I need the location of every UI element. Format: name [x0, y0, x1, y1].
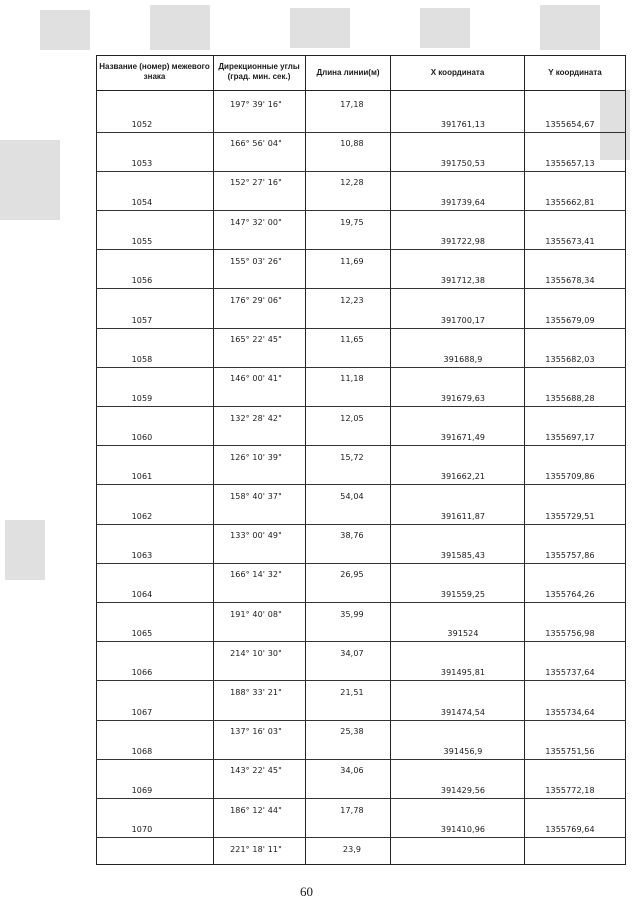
segment-angle: 165° 22' 45": [230, 335, 282, 345]
segment-length: 21,51: [340, 688, 364, 697]
point-number: 1054: [131, 198, 153, 207]
segment-length: 25,38: [340, 727, 364, 737]
x-coordinate: 391712,38: [440, 276, 486, 286]
x-coordinate: 391679,63: [440, 394, 486, 403]
header-length: Длина линии(м): [316, 68, 380, 77]
row-divider: [96, 798, 626, 799]
segment-angle: 188° 33' 21": [230, 688, 282, 697]
segment-length: 54,04: [340, 492, 364, 501]
segment-length: 11,69: [340, 256, 364, 266]
y-coordinate: 1355662,81: [545, 198, 595, 207]
y-coordinate: 1355709,86: [545, 472, 595, 482]
point-number: 1059: [131, 394, 153, 403]
y-coordinate: 1355734,64: [545, 707, 595, 717]
y-coordinate: 1355769,64: [545, 825, 595, 835]
y-coordinate: 1355688,28: [545, 394, 595, 403]
segment-length: 38,76: [340, 531, 364, 541]
point-number: 1062: [131, 511, 153, 521]
row-divider: [96, 367, 626, 368]
row-divider: [96, 680, 626, 681]
y-coordinate: 1355657,13: [545, 158, 595, 168]
y-coordinate: 1355764,26: [545, 590, 595, 599]
row-divider: [96, 720, 626, 721]
segment-angle: 146° 00' 41": [230, 374, 282, 384]
x-coordinate: 391750,53: [440, 158, 486, 168]
header-name: Название (номер) межевого знака: [99, 62, 210, 81]
row-divider: [96, 602, 626, 603]
segment-length: 19,75: [340, 217, 364, 227]
segment-length: 17,78: [340, 805, 364, 815]
segment-angle: 133° 00' 49": [230, 531, 282, 541]
segment-angle: 166° 14' 32": [230, 570, 282, 580]
segment-angle: 176° 29' 06": [230, 296, 282, 305]
segment-angle: 221° 18' 11": [230, 844, 282, 854]
segment-angle: 143° 22' 45": [230, 766, 282, 776]
y-coordinate: 1355729,51: [545, 511, 595, 521]
segment-angle: 191° 40' 08": [230, 609, 282, 619]
point-number: 1061: [131, 472, 153, 482]
segment-length: 12,05: [340, 413, 364, 423]
point-number: 1069: [131, 786, 153, 795]
segment-angle: 137° 16' 03": [230, 727, 282, 737]
scan-noise: [540, 5, 600, 50]
point-number: 1060: [131, 433, 153, 443]
column-divider: [305, 55, 306, 865]
segment-length: 34,07: [340, 648, 364, 658]
row-divider: [96, 759, 626, 760]
point-number: 1068: [131, 746, 153, 756]
x-coordinate: 391662,21: [440, 472, 486, 482]
point-number: 1065: [131, 629, 153, 639]
header-divider: [96, 90, 626, 91]
segment-angle: 166° 56' 04": [230, 139, 282, 149]
x-coordinate: 391559,25: [440, 590, 486, 599]
point-number: 1057: [131, 315, 153, 325]
y-coordinate: 1355697,17: [545, 433, 595, 443]
segment-length: 15,72: [340, 452, 364, 462]
row-divider: [96, 641, 626, 642]
segment-angle: 197° 39' 16": [230, 100, 282, 109]
segment-length: 26,95: [340, 570, 364, 580]
x-coordinate: 391474,54: [440, 707, 486, 717]
row-divider: [96, 132, 626, 133]
point-number: 1066: [131, 668, 153, 678]
point-number: 1058: [131, 354, 153, 364]
row-divider: [96, 210, 626, 211]
page-number: 60: [300, 884, 313, 899]
segment-angle: 126° 10' 39": [230, 452, 282, 462]
y-coordinate: 1355682,03: [545, 354, 595, 364]
row-divider: [96, 406, 626, 407]
column-divider: [390, 55, 391, 865]
scan-noise: [150, 5, 210, 50]
x-coordinate: 391671,49: [440, 433, 486, 443]
scan-noise: [40, 10, 90, 50]
point-number: 1052: [131, 119, 153, 129]
x-coordinate: 391700,17: [440, 315, 486, 325]
row-divider: [96, 171, 626, 172]
x-coordinate: 391611,87: [440, 511, 486, 521]
segment-length: 23,9: [342, 844, 362, 854]
segment-length: 12,28: [340, 178, 364, 188]
point-number: 1064: [131, 590, 153, 599]
segment-length: 10,88: [340, 139, 364, 149]
row-divider: [96, 837, 626, 838]
y-coordinate: 1355679,09: [545, 315, 595, 325]
y-coordinate: 1355751,56: [545, 746, 595, 756]
segment-angle: 158° 40' 37": [230, 492, 282, 501]
x-coordinate: 391688,9: [443, 354, 483, 364]
x-coordinate: 391495,81: [440, 668, 486, 678]
segment-length: 17,18: [340, 100, 364, 109]
y-coordinate: 1355673,41: [545, 237, 595, 247]
segment-angle: 152° 27' 16": [230, 178, 282, 188]
y-coordinate: 1355772,18: [545, 786, 595, 795]
column-divider: [524, 55, 525, 865]
row-divider: [96, 249, 626, 250]
row-divider: [96, 484, 626, 485]
segment-length: 11,65: [340, 335, 364, 345]
row-divider: [96, 524, 626, 525]
row-divider: [96, 288, 626, 289]
point-number: 1053: [131, 158, 153, 168]
x-coordinate: 391761,13: [440, 119, 486, 129]
y-coordinate: 1355737,64: [545, 668, 595, 678]
segment-angle: 186° 12' 44": [230, 805, 282, 815]
segment-angle: 155° 03' 26": [230, 256, 282, 266]
y-coordinate: 1355678,34: [545, 276, 595, 286]
point-number: 1063: [131, 550, 153, 560]
row-divider: [96, 563, 626, 564]
segment-length: 11,18: [340, 374, 364, 384]
row-divider: [96, 445, 626, 446]
point-number: 1056: [131, 276, 153, 286]
x-coordinate: 391456,9: [443, 746, 483, 756]
point-number: 1055: [131, 237, 153, 247]
y-coordinate: 1355756,98: [545, 629, 595, 639]
segment-length: 35,99: [340, 609, 364, 619]
x-coordinate: 391585,43: [440, 550, 486, 560]
segment-length: 34,06: [340, 766, 364, 776]
row-divider: [96, 328, 626, 329]
x-coordinate: 391722,98: [440, 237, 486, 247]
scan-noise: [5, 520, 45, 580]
scan-noise: [0, 140, 60, 220]
point-number: 1067: [131, 707, 153, 717]
segment-length: 12,23: [340, 296, 364, 305]
y-coordinate: 1355654,67: [545, 119, 595, 129]
header-y: Y координата: [548, 68, 602, 77]
header-x: X координата: [430, 68, 485, 77]
header-angle: Дирекционные углы (град. мин. сек.): [218, 62, 300, 81]
segment-angle: 132° 28' 42": [230, 413, 282, 423]
scan-noise: [290, 8, 350, 48]
point-number: 1070: [131, 825, 153, 835]
x-coordinate: 391739,64: [440, 198, 486, 207]
y-coordinate: 1355757,86: [545, 550, 595, 560]
scan-noise: [420, 8, 470, 48]
x-coordinate: 391410,96: [440, 825, 486, 835]
segment-angle: 147° 32' 00": [230, 217, 282, 227]
segment-angle: 214° 10' 30": [230, 648, 282, 658]
x-coordinate: 391429,56: [440, 786, 486, 795]
x-coordinate: 391524: [447, 629, 479, 639]
